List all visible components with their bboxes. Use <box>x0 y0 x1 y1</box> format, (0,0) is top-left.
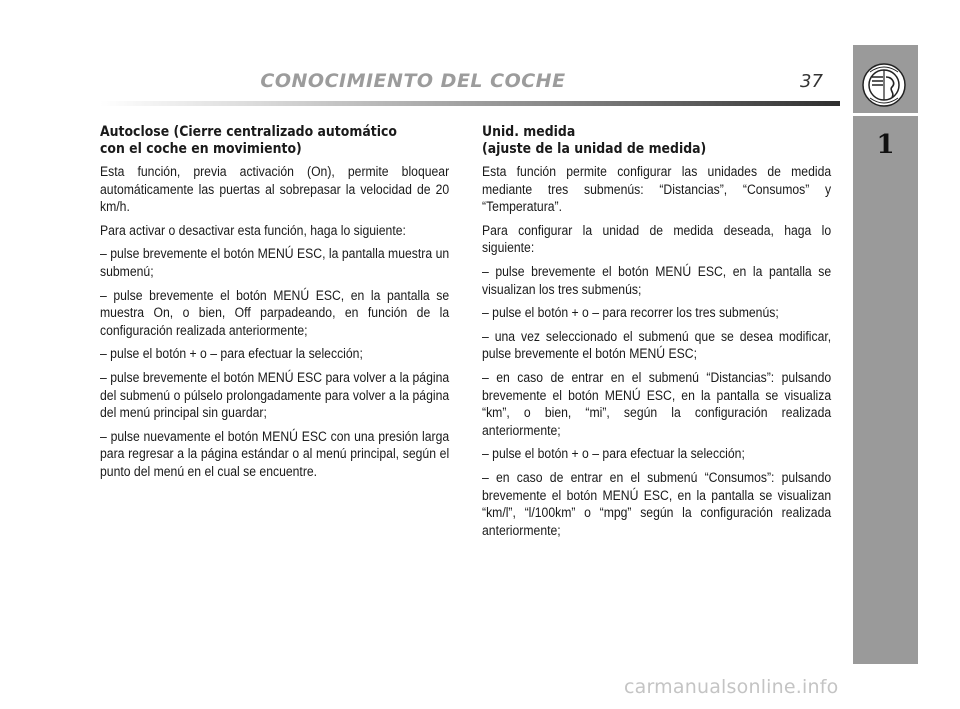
units-heading-line2: (ajuste de la unidad de medida) <box>482 141 707 157</box>
paragraph: – pulse brevemente el botón MENÚ ESC, la pantalla muestra un submenú; <box>100 246 450 280</box>
paragraph: Esta función, previa activación (On), permite bloquear automáticamente las puertas al sobrepasar la velocidad de 20 km/h. <box>100 164 450 216</box>
units-heading-line1: Unid. medida <box>482 124 576 140</box>
side-tab-divider <box>853 113 918 116</box>
watermark-link[interactable]: carmanualsonline.info <box>624 676 839 698</box>
paragraph: – una vez seleccionado el submenú que se desea modificar, pulse brevemente el botón MENÚ ESC; <box>482 328 832 363</box>
autoclose-heading-line1: Autoclose (Cierre centralizado automático <box>100 124 397 140</box>
left-column <box>100 124 449 488</box>
paragraph: Esta función permite configurar las unidades de medida mediante tres submenús: “Distancias”, “Consumos” y “Temperatura”. <box>482 164 832 216</box>
autoclose-heading-line2: con el coche en movimiento) <box>100 141 302 157</box>
page-number: 37 <box>800 71 823 92</box>
paragraph: – en caso de entrar en el submenú “Distancias”: pulsando brevemente el botón MENÚ ESC, en la pantalla se visualiza “km”, o bien, “mi”, según la configuración realizada anteriormente; <box>482 369 832 439</box>
alfa-romeo-logo-icon <box>862 63 906 107</box>
paragraph: – pulse el botón + o – para efectuar la selección; <box>482 446 745 463</box>
paragraph: – en caso de entrar en el submenú “Consumos”: pulsando brevemente el botón MENÚ ESC, en la pantalla se visualizan “km/l”, “l/100km” o “mpg” según la configuración realizada anteriormente; <box>482 469 832 539</box>
chapter-number: 1 <box>876 130 895 160</box>
page-header-title: CONOCIMIENTO DEL COCHE <box>260 70 566 92</box>
units-heading <box>482 124 831 158</box>
right-column <box>482 124 831 546</box>
paragraph: Para configurar la unidad de medida deseada, haga lo siguiente: <box>482 222 832 257</box>
autoclose-heading <box>100 124 449 158</box>
paragraph: – pulse el botón + o – para efectuar la selección; <box>100 346 363 363</box>
paragraph: – pulse brevemente el botón MENÚ ESC para volver a la página del submenú o púlselo prolongadamente para volver a la página del menú principal sin guardar; <box>100 369 450 422</box>
header-rule <box>100 101 840 106</box>
paragraph: – pulse nuevamente el botón MENÚ ESC con una presión larga para regresar a la página estándar o al menú principal, según el punto del menú en el cual se encuentre. <box>100 428 450 480</box>
paragraph: Para activar o desactivar esta función, haga lo siguiente: <box>100 222 406 239</box>
paragraph: – pulse brevemente el botón MENÚ ESC, en la pantalla se visualizan los tres submenús; <box>482 263 832 298</box>
paragraph: – pulse brevemente el botón MENÚ ESC, en la pantalla se muestra On, o bien, Off parpadeando, en función de la configuración realizada anteriormente; <box>100 287 450 339</box>
paragraph: – pulse el botón + o – para recorrer los tres submenús; <box>482 305 779 322</box>
